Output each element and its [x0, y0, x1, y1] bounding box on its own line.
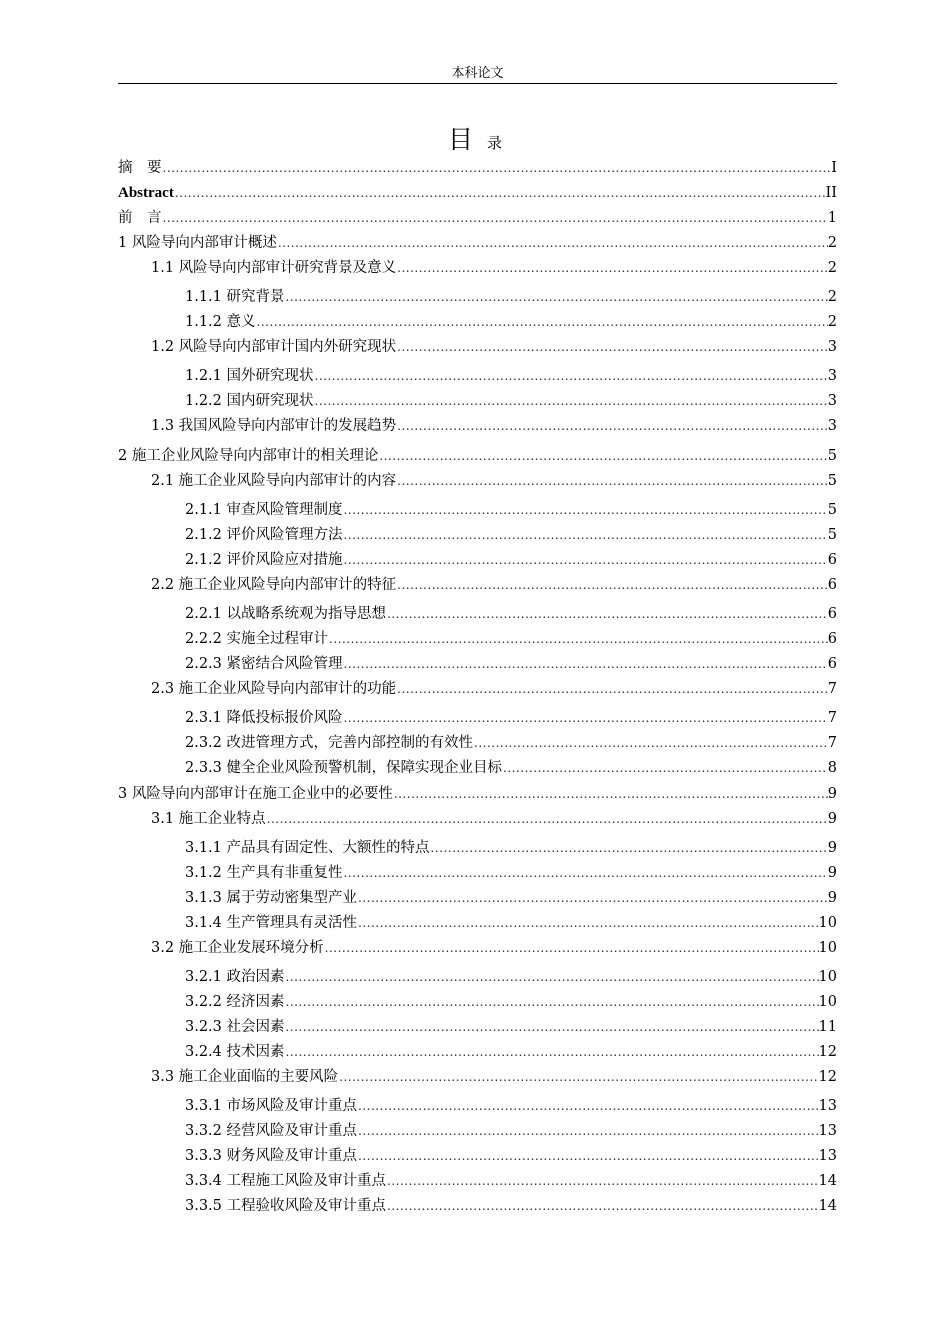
toc-entry-label: 2.2.3 紧密结合风险管理 [185, 656, 343, 672]
toc-entry-page: 3 [827, 339, 837, 355]
toc-entry-label: 3.1.1 产品具有固定性、大额性的特点 [185, 840, 430, 856]
toc-leader-dots [378, 446, 827, 466]
toc-entry-page: 5 [827, 473, 837, 489]
toc-entry-page: 6 [827, 631, 837, 647]
toc-entry[interactable] [185, 1042, 837, 1062]
toc-entry-page: 14 [818, 1173, 837, 1189]
toc-entry-page: 13 [818, 1123, 837, 1139]
toc-leader-dots [357, 1146, 819, 1166]
toc-leader-dots [162, 208, 828, 228]
toc-leader-dots [502, 758, 828, 778]
toc-entry[interactable] [185, 888, 837, 908]
toc-entry-label: 2.1 施工企业风险导向内部审计的内容 [151, 473, 397, 489]
toc-entry[interactable] [151, 679, 837, 699]
toc-leader-dots [324, 938, 819, 958]
toc-entry[interactable] [185, 654, 837, 674]
toc-entry-label: 2.1.2 评价风险应对措施 [185, 552, 343, 568]
toc-leader-dots [386, 1196, 819, 1216]
toc-entry-page: 10 [818, 940, 837, 956]
toc-leader-dots [396, 258, 828, 278]
toc-entry-page: 9 [827, 786, 837, 802]
toc-entry[interactable] [185, 1096, 837, 1116]
toc-entry-page: 2 [827, 314, 837, 330]
toc-entry-page: 9 [827, 865, 837, 881]
toc-entry[interactable] [151, 1067, 837, 1087]
toc-entry-label: 3.1.4 生产管理具有灵活性 [185, 915, 358, 931]
toc-entry-page: 5 [827, 502, 837, 518]
toc-entry-label: 2.2.1 以战略系统观为指导思想 [185, 606, 387, 622]
toc-entry-label: 3.2.2 经济因素 [185, 994, 285, 1010]
toc-title [0, 120, 950, 156]
toc-leader-dots [396, 679, 828, 699]
toc-entry-page: 7 [827, 681, 837, 697]
toc-entry-page: 10 [818, 994, 837, 1010]
toc-leader-dots [266, 809, 828, 829]
toc-entry-label: 3 风险导向内部审计在施工企业中的必要性 [118, 786, 393, 802]
toc-leader-dots [343, 708, 828, 728]
toc-entry-label: 2.3.1 降低投标报价风险 [185, 710, 343, 726]
toc-entry[interactable] [118, 183, 837, 203]
toc-entry-label: 1.1 风险导向内部审计研究背景及意义 [151, 260, 397, 276]
toc-entry-page: 6 [827, 656, 837, 672]
toc-entry-label: 2.1.1 审查风险管理制度 [185, 502, 343, 518]
toc-entry-page: 9 [827, 890, 837, 906]
toc-entry-label: Abstract [118, 185, 174, 201]
toc-entry-page: 2 [827, 289, 837, 305]
toc-entry-label: 3.3.2 经营风险及审计重点 [185, 1123, 358, 1139]
toc-leader-dots [285, 967, 819, 987]
toc-entry-page: 13 [818, 1148, 837, 1164]
toc-entry-label: 1.2 风险导向内部审计国内外研究现状 [151, 339, 397, 355]
toc-entry-page: 9 [827, 840, 837, 856]
toc-entry-label: 3.1.3 属于劳动密集型产业 [185, 890, 358, 906]
toc-entry-page: 5 [827, 527, 837, 543]
toc-entry[interactable] [118, 784, 837, 804]
toc-entry-label: 前 言 [118, 210, 162, 226]
toc-entry-page: 7 [827, 710, 837, 726]
toc-entry-label: 1.1.1 研究背景 [185, 289, 285, 305]
toc-leader-dots [357, 1121, 819, 1141]
toc-entry[interactable] [185, 312, 837, 332]
toc-entry-label: 2.2.2 实施全过程审计 [185, 631, 329, 647]
toc-leader-dots [314, 391, 828, 411]
toc-entry-page: 2 [827, 260, 837, 276]
toc-entry-page: 11 [818, 1019, 837, 1035]
toc-entry[interactable] [118, 158, 837, 178]
toc-entry-label: 1.2.2 国内研究现状 [185, 393, 314, 409]
toc-title-main: 目 [447, 125, 473, 154]
toc-leader-dots [285, 1042, 819, 1062]
toc-entry-page: 12 [818, 1069, 837, 1085]
toc-entry[interactable] [185, 733, 837, 753]
toc-entry-label: 3.3.4 工程施工风险及审计重点 [185, 1173, 387, 1189]
toc-leader-dots [357, 888, 828, 908]
toc-entry-label: 3.2 施工企业发展环境分析 [151, 940, 324, 956]
toc-leader-dots [343, 654, 828, 674]
toc-entry-label: 2.3 施工企业风险导向内部审计的功能 [151, 681, 397, 697]
toc-entry[interactable] [151, 809, 837, 829]
toc-entry[interactable] [185, 1017, 837, 1037]
toc-leader-dots [396, 416, 828, 436]
toc-entry[interactable] [185, 604, 837, 624]
page-header: 本科论文 [451, 66, 504, 81]
toc-entry[interactable] [185, 391, 837, 411]
toc-leader-dots [285, 992, 819, 1012]
toc-entry[interactable] [185, 967, 837, 987]
toc-leader-dots [174, 183, 826, 203]
toc-entry-page: 10 [818, 915, 837, 931]
toc-leader-dots [328, 629, 828, 649]
toc-entry-label: 3.3.5 工程验收风险及审计重点 [185, 1198, 387, 1214]
toc-entry-label: 3.3.1 市场风险及审计重点 [185, 1098, 358, 1114]
toc-entry-page: 7 [827, 735, 837, 751]
toc-entry-page: 12 [818, 1044, 837, 1060]
toc-entry[interactable] [151, 416, 837, 436]
toc-entry[interactable] [118, 208, 837, 228]
toc-entry[interactable] [185, 500, 837, 520]
toc-entry-page: 6 [827, 606, 837, 622]
toc-entry-page: 3 [827, 418, 837, 434]
toc-entry-label: 2.2 施工企业风险导向内部审计的特征 [151, 577, 397, 593]
toc-entry[interactable] [185, 366, 837, 386]
toc-entry[interactable] [151, 258, 837, 278]
toc-entry[interactable] [151, 575, 837, 595]
toc-leader-dots [396, 471, 828, 491]
toc-entry-page: 1 [827, 210, 837, 226]
toc-entry-page: 5 [827, 448, 837, 464]
toc-leader-dots [396, 575, 828, 595]
toc-entry-label: 1 风险导向内部审计概述 [118, 235, 277, 251]
toc-entry-page: 9 [827, 811, 837, 827]
toc-leader-dots [386, 604, 828, 624]
toc-leader-dots [162, 158, 832, 178]
toc-entry-page: 3 [827, 368, 837, 384]
toc-leader-dots [338, 1067, 818, 1087]
toc-entry-label: 3.2.3 社会因素 [185, 1019, 285, 1035]
toc-entry[interactable] [151, 337, 837, 357]
toc-entry-label: 摘 要 [118, 160, 162, 176]
header-rule [118, 83, 837, 84]
toc-entry-page: 13 [818, 1098, 837, 1114]
toc-leader-dots [343, 525, 828, 545]
toc-entry[interactable] [118, 233, 837, 253]
toc-entry[interactable] [185, 550, 837, 570]
toc-entry-label: 1.1.2 意义 [185, 314, 256, 330]
toc-entry-label: 3.2.4 技术因素 [185, 1044, 285, 1060]
toc-entry[interactable] [185, 838, 837, 858]
toc-entry-page: 10 [818, 969, 837, 985]
toc-entry[interactable] [151, 938, 837, 958]
toc-entry-label: 2.3.3 健全企业风险预警机制，保障实现企业目标 [185, 760, 503, 776]
toc-leader-dots [285, 1017, 819, 1037]
toc-entry-label: 2 施工企业风险导向内部审计的相关理论 [118, 448, 379, 464]
toc-entry-label: 1.2.1 国外研究现状 [185, 368, 314, 384]
toc-leader-dots [343, 500, 828, 520]
toc-leader-dots [343, 863, 828, 883]
toc-entry-page: 8 [827, 760, 837, 776]
toc-entry-label: 3.3 施工企业面临的主要风险 [151, 1069, 339, 1085]
toc-entry-label: 3.2.1 政治因素 [185, 969, 285, 985]
toc-entry[interactable] [185, 287, 837, 307]
toc-entry-page: I [831, 160, 837, 176]
toc-entry[interactable] [185, 992, 837, 1012]
toc-entry[interactable] [185, 1171, 837, 1191]
toc-entry-page: II [825, 185, 837, 201]
toc-leader-dots [285, 287, 828, 307]
toc-entry[interactable] [185, 1196, 837, 1216]
toc-entry-page: 3 [827, 393, 837, 409]
toc-entry-label: 3.1.2 生产具有非重复性 [185, 865, 343, 881]
toc-leader-dots [357, 1096, 819, 1116]
toc-entry[interactable] [185, 913, 837, 933]
toc-leader-dots [393, 784, 828, 804]
toc-entry[interactable] [118, 446, 837, 466]
toc-entry[interactable] [185, 758, 837, 778]
toc-leader-dots [386, 1171, 819, 1191]
toc-title-sub: 录 [487, 134, 503, 152]
toc-entry-label: 3.3.3 财务风险及审计重点 [185, 1148, 358, 1164]
toc-entry-label: 3.1 施工企业特点 [151, 811, 266, 827]
toc-entry-label: 1.3 我国风险导向内部审计的发展趋势 [151, 418, 397, 434]
toc-entry-page: 6 [827, 577, 837, 593]
toc-entry[interactable] [185, 525, 837, 545]
toc-entry[interactable] [185, 1121, 837, 1141]
toc-entry-page: 2 [827, 235, 837, 251]
toc-leader-dots [430, 838, 828, 858]
toc-leader-dots [343, 550, 828, 570]
toc-leader-dots [277, 233, 828, 253]
toc-entry[interactable] [185, 863, 837, 883]
toc-leader-dots [314, 366, 828, 386]
toc-entry[interactable] [185, 708, 837, 728]
toc-entry[interactable] [185, 1146, 837, 1166]
toc-leader-dots [357, 913, 819, 933]
toc-entry[interactable] [185, 629, 837, 649]
toc-entry-label: 2.3.2 改进管理方式，完善内部控制的有效性 [185, 735, 474, 751]
toc-leader-dots [256, 312, 828, 332]
toc-leader-dots [473, 733, 828, 753]
toc-leader-dots [396, 337, 828, 357]
toc-entry[interactable] [151, 471, 837, 491]
toc-entry-page: 14 [818, 1198, 837, 1214]
toc-entry-label: 2.1.2 评价风险管理方法 [185, 527, 343, 543]
toc-entry-page: 6 [827, 552, 837, 568]
